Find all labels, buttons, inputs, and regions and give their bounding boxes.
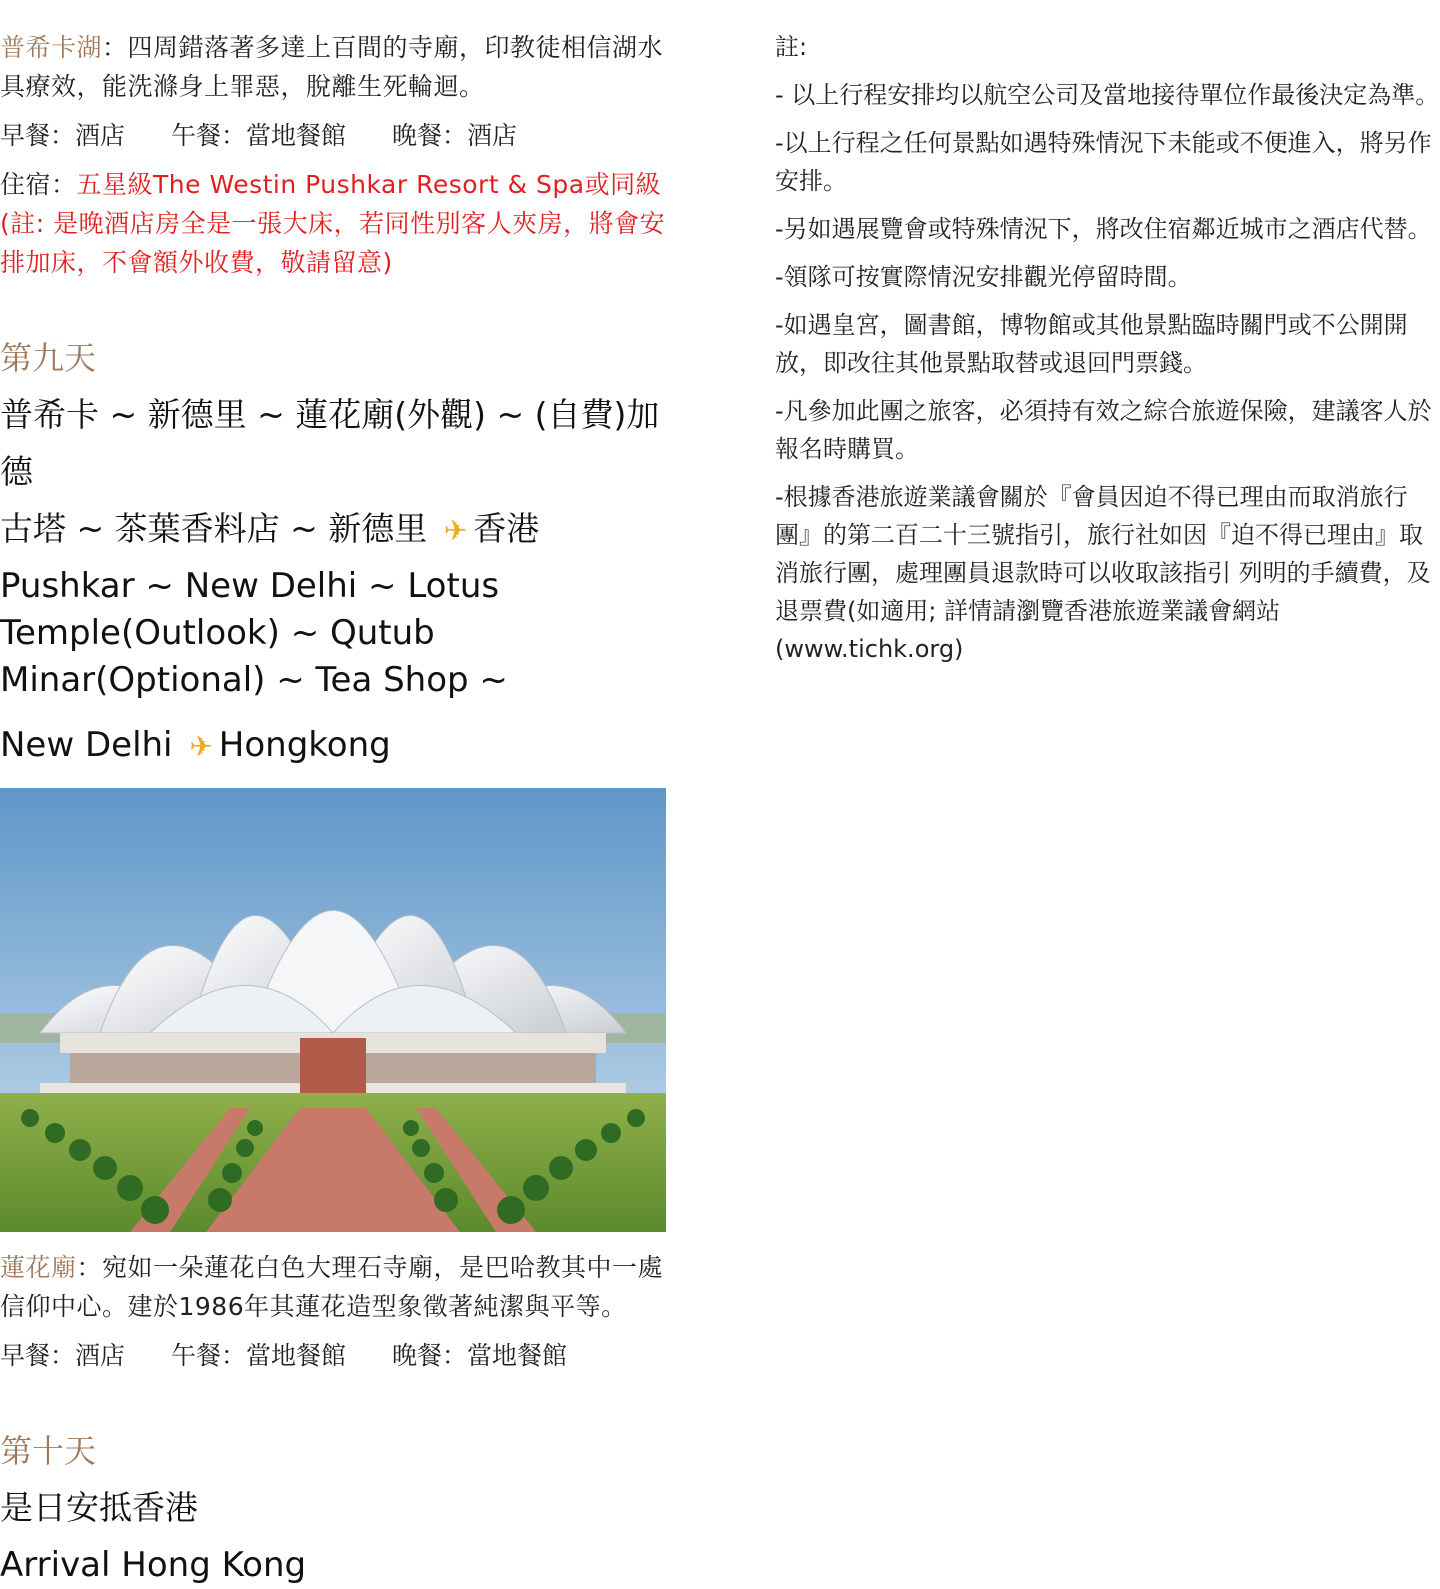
meals-day9 bbox=[0, 1336, 670, 1375]
day10-route-en: Arrival Hong Kong bbox=[0, 1545, 307, 1585]
day9-route-en-4-line bbox=[0, 722, 670, 770]
day9-route-en-1: Pushkar ~ New Delhi ~ Lotus bbox=[0, 566, 500, 606]
airplane-icon: ✈ bbox=[443, 514, 468, 547]
day9-route-zh-dest: 香港 bbox=[473, 509, 540, 548]
lunch-day8: 午餐：當地餐館 bbox=[171, 121, 347, 150]
day9-title: 第九天 bbox=[0, 339, 97, 377]
day10-title: 第十天 bbox=[0, 1432, 97, 1470]
day9-route-zh-1: 普希卡 ~ 新德里 ~ 蓮花廟(外觀) ~ (自費)加德 bbox=[0, 395, 660, 491]
left-column bbox=[0, 28, 670, 1589]
note-item: -如遇皇宮，圖書館，博物館或其他景點臨時關門或不公開開放，即改往其他景點取替或退回門票錢。 bbox=[775, 311, 1408, 377]
lotus-label: 蓮花廟 bbox=[0, 1253, 77, 1282]
pushkar-lake-paragraph bbox=[0, 28, 670, 106]
day10-route-zh: 是日安抵香港 bbox=[0, 1488, 198, 1527]
hotel-text: 五星級The Westin Pushkar Resort & Spa或同級 (註: 是晚酒店房全是一張大床，若同性別客人夾房，將會安排加床，不會額外收費，敬請留意) bbox=[0, 170, 666, 277]
lotus-text: ：宛如一朵蓮花白色大理石寺廟，是巴哈教其中一處信仰中心。建於1986年其蓮花造型象徵著純潔與平等。 bbox=[0, 1253, 664, 1321]
note-item: -另如遇展覽會或特殊情況下，將改住宿鄰近城市之酒店代替。 bbox=[775, 215, 1432, 243]
notes-title: 註: bbox=[775, 33, 808, 61]
note-item: -根據香港旅遊業議會關於『會員因迫不得已理由而取消旅行團』的第二百二十三號指引，旅行社如因『迫不得已理由』取消旅行團，處理團員退款時可以收取該指引 列明的手續費，及退票費(如適用; 詳情請瀏覽香港旅遊業議會網站(www.tichk.org) bbox=[775, 483, 1431, 663]
lotus-paragraph bbox=[0, 1248, 670, 1326]
dinner-day8: 晚餐：酒店 bbox=[392, 121, 518, 150]
pushkar-lake-text: ：四周錯落著多達上百間的寺廟，印教徒相信湖水具療效，能洗滌身上罪惡，脫離生死輪迴。 bbox=[0, 33, 664, 101]
day9-route-en-4b: Hongkong bbox=[218, 725, 391, 765]
dinner-day9: 晚餐：當地餐館 bbox=[392, 1341, 568, 1370]
note-item: -領隊可按實際情況安排觀光停留時間。 bbox=[775, 263, 1192, 291]
day9-route-zh-2: 古塔 ~ 茶葉香料店 ~ 新德里 bbox=[0, 509, 428, 548]
breakfast-day9: 早餐：酒店 bbox=[0, 1341, 126, 1370]
day9-route-zh-2-line bbox=[0, 500, 670, 559]
hotel-paragraph bbox=[0, 165, 670, 282]
airplane-icon: ✈ bbox=[189, 730, 213, 763]
day9-route-en-2: Temple(Outlook) ~ Qutub bbox=[0, 613, 435, 653]
note-item: - 以上行程安排均以航空公司及當地接待單位作最後決定為準。 bbox=[775, 81, 1440, 109]
note-item: -以上行程之任何景點如遇特殊情況下未能或不便進入，將另作安排。 bbox=[775, 129, 1432, 195]
note-item: -凡參加此團之旅客，必須持有效之綜合旅遊保險，建議客人於報名時購買。 bbox=[775, 397, 1432, 463]
hotel-label: 住宿： bbox=[0, 170, 77, 199]
lunch-day9: 午餐：當地餐館 bbox=[171, 1341, 347, 1370]
meals-day8 bbox=[0, 116, 670, 155]
lotus-temple-photo bbox=[0, 788, 666, 1232]
pushkar-lake-label: 普希卡湖 bbox=[0, 33, 103, 62]
breakfast-day8: 早餐：酒店 bbox=[0, 121, 126, 150]
right-column-notes bbox=[775, 28, 1440, 678]
day9-route-en-3: Minar(Optional) ~ Tea Shop ~ bbox=[0, 660, 508, 700]
day9-route-en-4a: New Delhi bbox=[0, 725, 173, 765]
